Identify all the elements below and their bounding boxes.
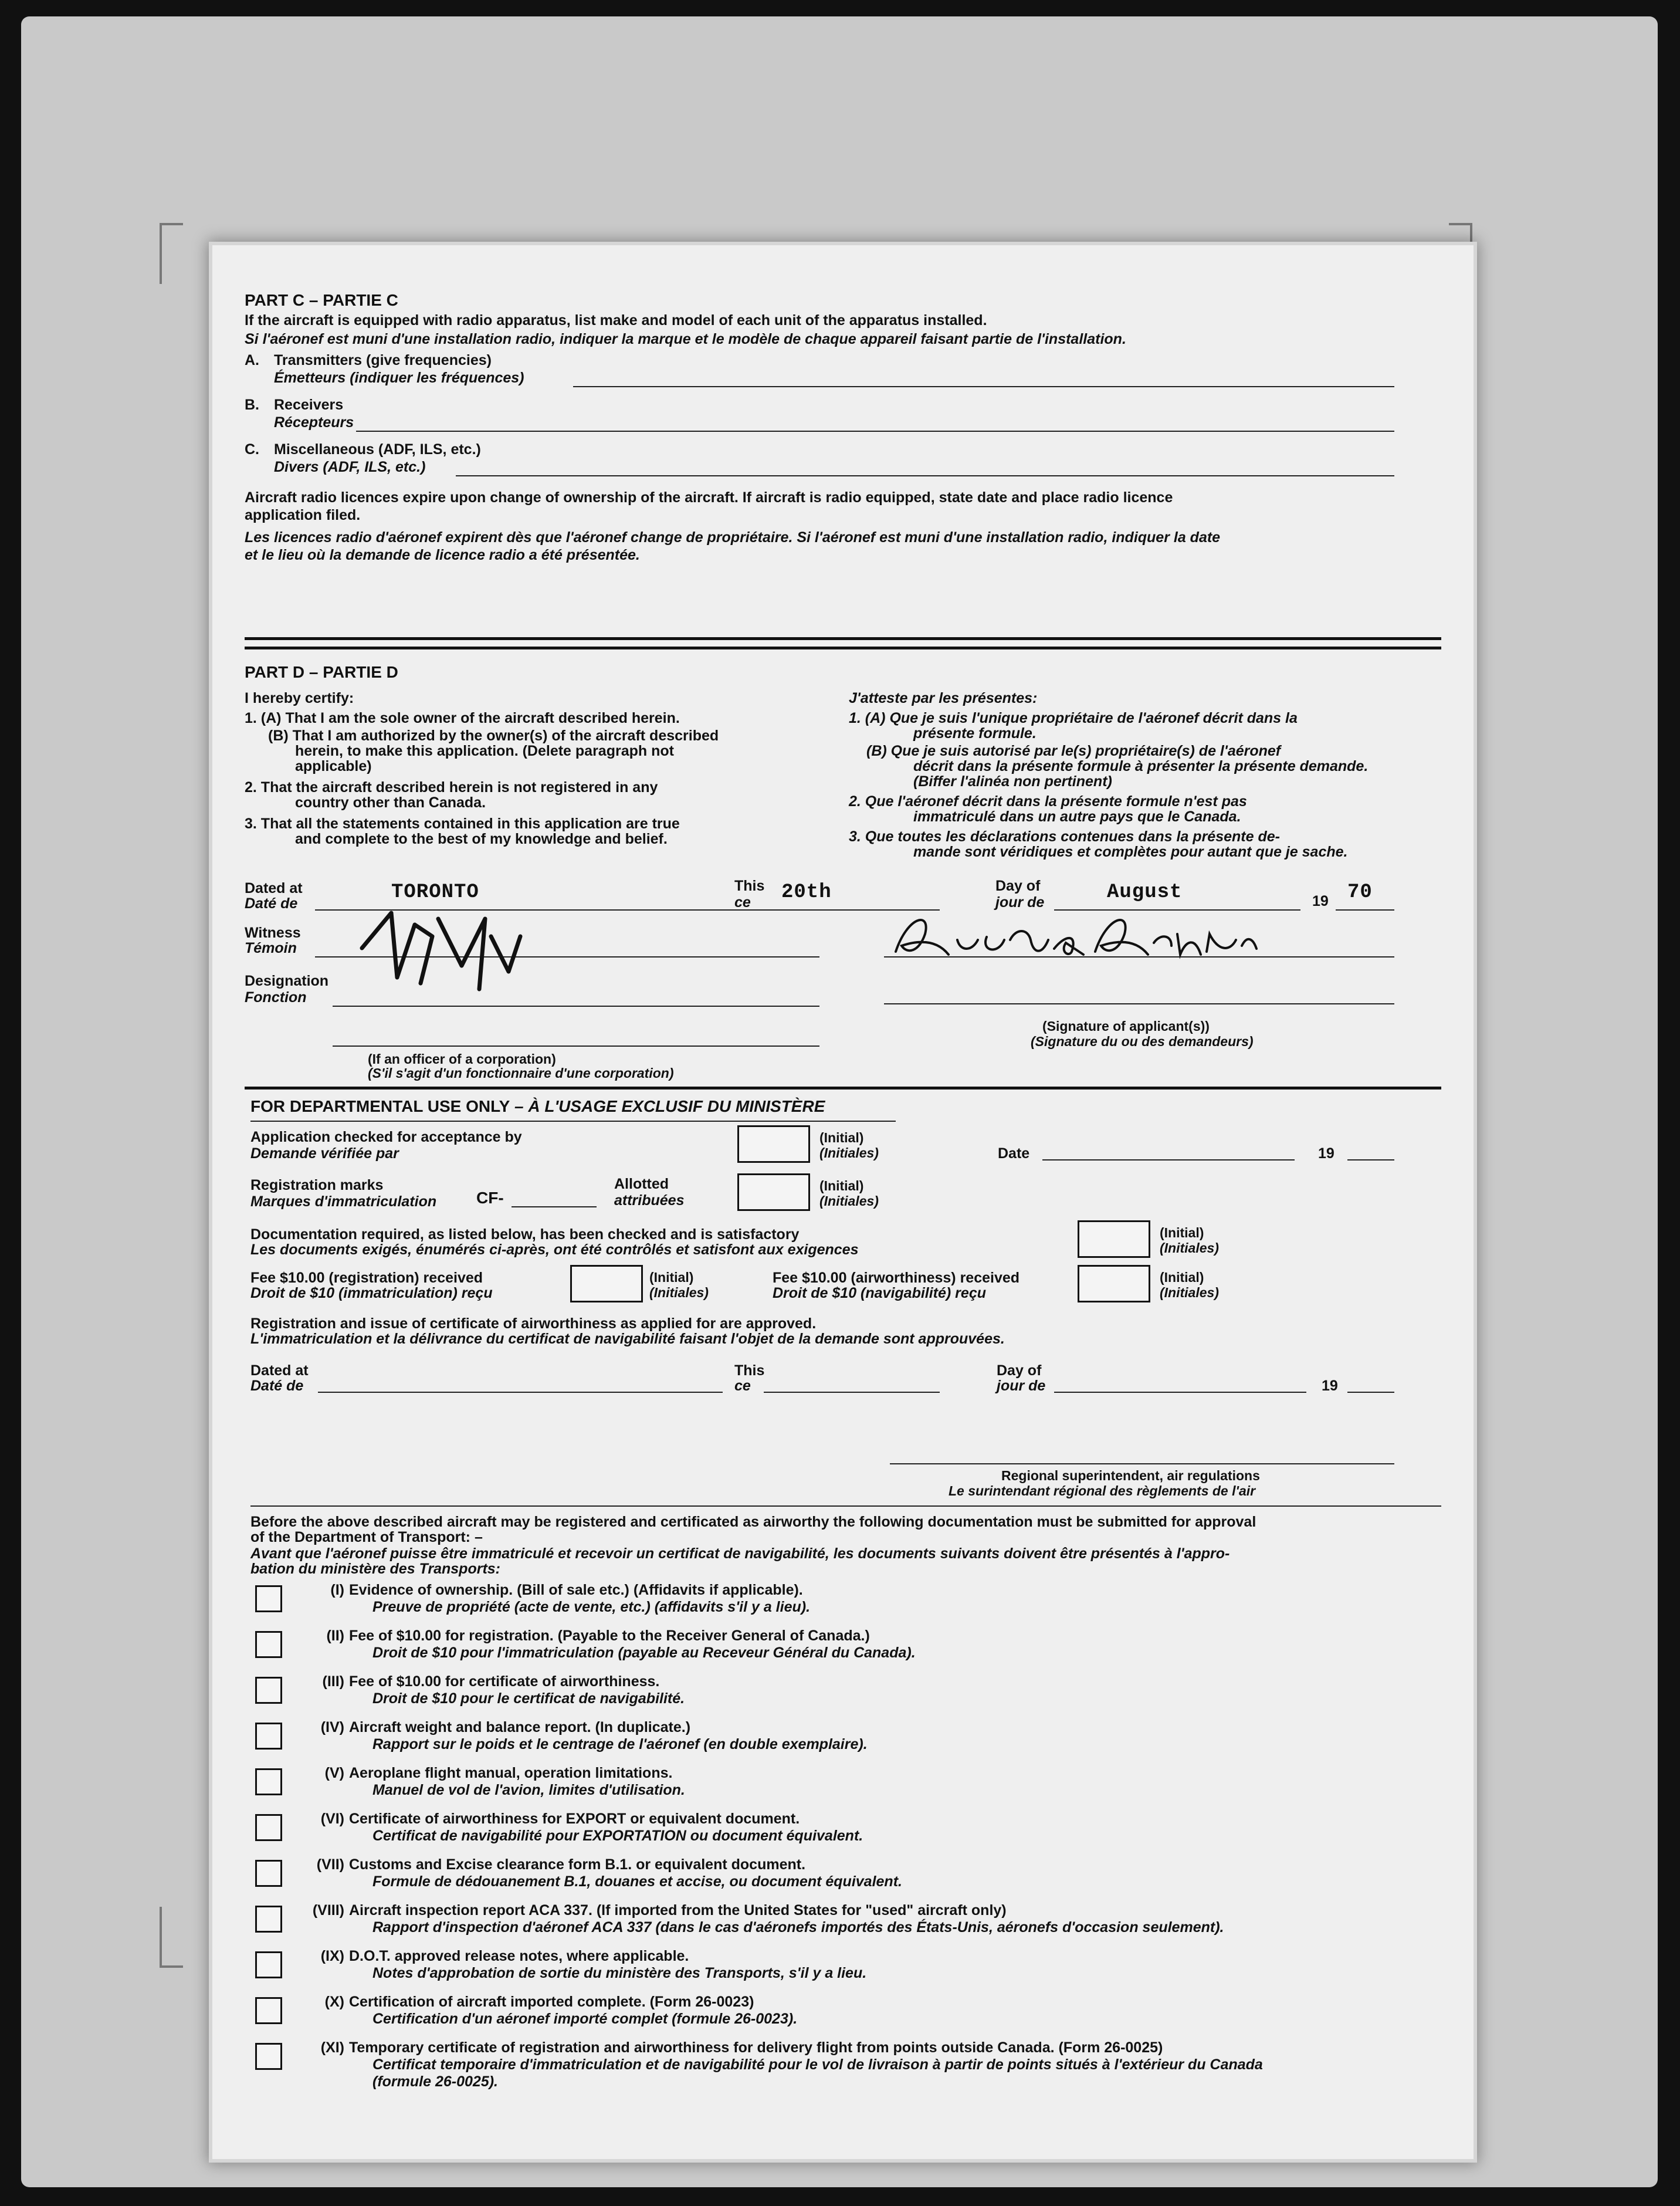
requirement-fr: Droit de $10 pour le certificat de navigabilité. (372, 1690, 685, 1707)
dept-year-line-2[interactable] (1347, 1392, 1394, 1393)
licence-note-fr-2: et le lieu où la demande de licence radio a été présentée. (245, 547, 640, 563)
dept-day-of-en: Day of (997, 1362, 1042, 1379)
requirement-number: (XI) (320, 2039, 344, 2056)
requirement-fr: Certificat temporaire d'immatriculation et de navigabilité pour le vol de livraison à partir de points situés à l'extérieur du Canada (372, 2056, 1263, 2073)
superintendent-en: Regional superintendent, air regulations (1001, 1468, 1260, 1483)
requirement-number: (VIII) (312, 1902, 344, 1919)
docs-initial-fr: (Initiales) (1160, 1240, 1219, 1256)
part-d-heading: PART D – PARTIE D (245, 663, 398, 681)
dept-this-en: This (734, 1362, 765, 1379)
reg-prefix: CF- (476, 1189, 504, 1207)
requirement-checkbox[interactable] (255, 1677, 282, 1704)
licence-note-en-2: application filed. (245, 507, 361, 523)
this-fr: ce (734, 894, 751, 911)
req-intro-en-2: of the Department of Transport: – (250, 1529, 483, 1545)
req-intro-fr-1: Avant que l'aéronef puisse être immatriculé et recevoir un certificat de navigabilité, les documents suivants doivent être présentés à l'appro- (250, 1545, 1230, 1562)
requirement-fr: Certificat de navigabilité pour EXPORTATION ou document équivalent. (372, 1828, 863, 1844)
form-sheet (212, 245, 1474, 2159)
approved-fr: L'immatriculation et la délivrance du certificat de navigabilité faisant l'objet de la demande sont approuvées. (250, 1331, 1005, 1347)
part-d-divider (245, 1087, 1441, 1090)
requirement-checkbox[interactable] (255, 1997, 282, 2024)
fee-reg-en: Fee $10.00 (registration) received (250, 1270, 483, 1286)
item-b-letter: B. (245, 397, 259, 413)
requirement-en: Temporary certificate of registration and airworthiness for delivery flight from points outside Canada. (Form 26-0025) (349, 2039, 1163, 2056)
dept-dated-at-en: Dated at (250, 1362, 309, 1379)
signature-caption-en: (Signature of applicant(s)) (1042, 1019, 1210, 1034)
requirement-checkbox[interactable] (255, 1860, 282, 1887)
requirement-en: Aeroplane flight manual, operation limitations. (349, 1765, 673, 1781)
crop-mark-top-left (160, 223, 183, 284)
requirement-en: Aircraft weight and balance report. (In duplicate.) (349, 1719, 691, 1735)
requirement-fr: Formule de dédouanement B.1, douanes et accise, ou document équivalent. (372, 1873, 902, 1890)
cert-fr-8: 3. Que toutes les déclarations contenues dans la présente de- (849, 828, 1280, 845)
docs-en: Documentation required, as listed below, has been checked and is satisfactory (250, 1226, 800, 1243)
crop-mark-bottom-left (160, 1907, 183, 1968)
allotted-initial-box[interactable] (737, 1173, 810, 1211)
fee-air-initial-en: (Initial) (1160, 1270, 1204, 1285)
requirement-en: Fee of $10.00 for certificate of airworthiness. (349, 1673, 660, 1690)
cert-fr-3: (B) Que je suis autorisé par le(s) propriétaire(s) de l'aéronef (866, 743, 1281, 759)
day-of-fr: jour de (995, 894, 1045, 911)
requirement-fr: Certification d'un aéronef importé complet (formule 26-0023). (372, 2011, 798, 2027)
checked-fr: Demande vérifiée par (250, 1145, 399, 1162)
fee-reg-initial-fr: (Initiales) (649, 1285, 709, 1300)
fee-air-en: Fee $10.00 (airworthiness) received (773, 1270, 1020, 1286)
part-c-divider-2 (245, 647, 1441, 649)
dept-dated-at-line[interactable] (318, 1392, 723, 1393)
day-of-value[interactable]: August (1107, 881, 1183, 904)
fee-reg-initial-en: (Initial) (649, 1270, 694, 1285)
requirement-en: Customs and Excise clearance form B.1. or equivalent document. (349, 1856, 806, 1873)
date-label: Date (998, 1145, 1030, 1162)
cert-en-6: country other than Canada. (295, 794, 486, 811)
requirement-checkbox[interactable] (255, 1951, 282, 1978)
fee-air-fr: Droit de $10 (navigabilité) reçu (773, 1285, 986, 1301)
requirement-number: (V) (324, 1765, 344, 1781)
officer-caption-en: (If an officer of a corporation) (368, 1051, 556, 1067)
fee-reg-initial-box[interactable] (570, 1265, 643, 1302)
checked-initial-fr: (Initiales) (819, 1145, 879, 1160)
checked-en: Application checked for acceptance by (250, 1129, 522, 1145)
cert-en-7: 3. That all the statements contained in this application are true (245, 816, 680, 832)
reg-marks-fr: Marques d'immatriculation (250, 1193, 437, 1210)
part-c-intro-fr: Si l'aéronef est muni d'une installation radio, indiquer la marque et le modèle de chaque appareil faisant partie de l'installation. (245, 331, 1126, 347)
designation-line[interactable] (333, 1006, 819, 1007)
cert-fr-7: immatriculé dans un autre pays que le Canada. (913, 808, 1241, 825)
fee-reg-fr: Droit de $10 (immatriculation) reçu (250, 1285, 493, 1301)
miscellaneous-field[interactable] (456, 475, 1394, 476)
requirement-number: (X) (324, 1994, 344, 2010)
dept-heading-en: FOR DEPARTMENTAL USE ONLY (250, 1097, 510, 1115)
cert-en-2: (B) That I am authorized by the owner(s) of the aircraft described (268, 728, 719, 744)
requirement-checkbox[interactable] (255, 1768, 282, 1795)
reg-marks-en: Registration marks (250, 1177, 384, 1193)
licence-note-en-1: Aircraft radio licences expire upon change of ownership of the aircraft. If aircraft is radio equipped, state date and place radio licence (245, 489, 1173, 506)
requirement-number: (I) (330, 1582, 344, 1598)
requirement-fr: Rapport d'inspection d'aéronef ACA 337 (dans le cas d'aéronefs importés des États-Unis, aéronefs d'occasion seulement). (372, 1919, 1224, 1936)
requirement-number: (III) (322, 1673, 344, 1690)
dept-this-line[interactable] (764, 1392, 940, 1393)
cert-fr-6: 2. Que l'aéronef décrit dans la présente formule n'est pas (849, 793, 1247, 810)
cert-fr-5: (Biffer l'alinéa non pertinent) (913, 773, 1112, 790)
requirement-en: Certificate of airworthiness for EXPORT or equivalent document. (349, 1811, 800, 1827)
requirement-en: D.O.T. approved release notes, where applicable. (349, 1948, 689, 1964)
requirement-fr: Preuve de propriété (acte de vente, etc.) (affidavits s'il y a lieu). (372, 1599, 811, 1615)
checked-initial-box[interactable] (737, 1125, 810, 1163)
requirement-fr: Droit de $10 pour l'immatriculation (payable au Receveur Général du Canada). (372, 1645, 916, 1661)
this-en: This (734, 878, 765, 894)
requirement-number: (IX) (320, 1948, 344, 1964)
designation-fr: Fonction (245, 989, 307, 1006)
year-line (1336, 909, 1394, 911)
requirement-fr: Manuel de vol de l'avion, limites d'utilisation. (372, 1782, 685, 1798)
receivers-field[interactable] (356, 431, 1394, 432)
dept-day-of-line[interactable] (1054, 1392, 1306, 1393)
reg-marks-line[interactable] (512, 1206, 597, 1207)
cert-en-4: applicable) (295, 758, 372, 774)
dept-date-line[interactable] (1042, 1159, 1295, 1160)
part-c-heading: PART C – PARTIE C (245, 291, 398, 309)
dated-at-en: Dated at (245, 880, 303, 896)
requirement-number: (VII) (316, 1856, 344, 1873)
requirement-fr: Rapport sur le poids et le centrage de l'aéronef (en double exemplaire). (372, 1736, 868, 1752)
designation-en: Designation (245, 973, 329, 989)
allotted-initial-fr: (Initiales) (819, 1193, 879, 1209)
cert-en-5: 2. That the aircraft described herein is not registered in any (245, 779, 658, 796)
this-value[interactable]: 20th (781, 881, 832, 904)
dept-year-line[interactable] (1347, 1159, 1394, 1160)
transmitters-field[interactable] (573, 386, 1394, 387)
requirement-checkbox[interactable] (255, 1906, 282, 1933)
officer-caption-fr: (S'il s'agit d'un fonctionnaire d'une corporation) (368, 1065, 674, 1081)
year-prefix: 19 (1312, 893, 1329, 909)
part-c-intro-en: If the aircraft is equipped with radio apparatus, list make and model of each unit of the apparatus installed. (245, 312, 987, 329)
requirement-number: (IV) (320, 1719, 344, 1735)
part-c-divider-1 (245, 637, 1441, 640)
cert-en-1: 1. (A) That I am the sole owner of the aircraft described herein. (245, 710, 680, 726)
dept-bottom-rule (250, 1505, 1441, 1507)
item-a-letter: A. (245, 352, 259, 368)
approved-en: Registration and issue of certificate of airworthiness as applied for are approved. (250, 1315, 817, 1332)
dept-heading-rule (250, 1121, 896, 1122)
cert-fr-1: 1. (A) Que je suis l'unique propriétaire de l'aéronef décrit dans la (849, 710, 1298, 726)
requirement-en: Evidence of ownership. (Bill of sale etc.) (Affidavits if applicable). (349, 1582, 803, 1598)
requirement-en: Certification of aircraft imported complete. (Form 26-0023) (349, 1994, 754, 2010)
certify-fr: J'atteste par les présentes: (849, 690, 1038, 706)
day-of-en: Day of (995, 878, 1041, 894)
dept-heading-fr: – À L'USAGE EXCLUSIF DU MINISTÈRE (514, 1097, 825, 1115)
requirement-checkbox[interactable] (255, 1631, 282, 1658)
requirement-number: (VI) (320, 1811, 344, 1827)
item-c-letter: C. (245, 441, 259, 458)
dept-year-prefix-2: 19 (1322, 1378, 1338, 1394)
applicant-signature-line-2[interactable] (884, 1003, 1394, 1004)
allotted-initial-en: (Initial) (819, 1178, 864, 1193)
cert-fr-4: décrit dans la présente formule à présenter la présente demande. (913, 758, 1369, 774)
requirement-checkbox[interactable] (255, 1723, 282, 1750)
year-value[interactable]: 70 (1347, 881, 1373, 904)
witness-fr: Témoin (245, 940, 297, 956)
applicant-signature-line[interactable] (884, 956, 1394, 957)
dept-day-of-fr: jour de (997, 1378, 1046, 1394)
cert-fr-2: présente formule. (913, 725, 1037, 742)
allotted-fr: attribuées (614, 1192, 685, 1209)
cert-en-3: herein, to make this application. (Delete paragraph not (295, 743, 674, 759)
signature-caption-fr: (Signature du ou des demandeurs) (1031, 1034, 1254, 1049)
item-a-en: Transmitters (give frequencies) (274, 352, 492, 368)
requirement-checkbox[interactable] (255, 2043, 282, 2070)
dept-year-prefix: 19 (1318, 1145, 1334, 1162)
applicant-signature (884, 899, 1259, 969)
cert-en-8: and complete to the best of my knowledge and belief. (295, 831, 668, 847)
requirement-fr-continued: (formule 26-0025). (372, 2073, 498, 2090)
witness-en: Witness (245, 925, 301, 941)
cert-fr-9: mande sont véridiques et complètes pour autant que je sache. (913, 844, 1348, 860)
item-c-en: Miscellaneous (ADF, ILS, etc.) (274, 441, 481, 458)
requirement-en: Fee of $10.00 for registration. (Payable to the Receiver General of Canada.) (349, 1628, 870, 1644)
dated-at-fr: Daté de (245, 895, 298, 912)
fee-air-initial-box[interactable] (1078, 1265, 1150, 1302)
superintendent-signature-line[interactable] (890, 1463, 1394, 1464)
licence-note-fr-1: Les licences radio d'aéronef expirent dès que l'aéronef change de propriétaire. Si l'aéronef est muni d'une installation radio, indiquer la date (245, 529, 1221, 546)
allotted-en: Allotted (614, 1176, 669, 1192)
fee-air-initial-fr: (Initiales) (1160, 1285, 1219, 1300)
item-a-fr: Émetteurs (indiquer les fréquences) (274, 370, 524, 386)
req-intro-en-1: Before the above described aircraft may be registered and certificated as airworthy the following documentation must be submitted for approval (250, 1514, 1256, 1530)
item-c-fr: Divers (ADF, ILS, etc.) (274, 459, 426, 475)
witness-signature (350, 901, 526, 995)
requirement-number: (II) (326, 1628, 344, 1644)
requirement-en: Aircraft inspection report ACA 337. (If imported from the United States for "used" aircraft only) (349, 1902, 1007, 1919)
checked-initial-en: (Initial) (819, 1130, 864, 1145)
dated-at-value[interactable]: TORONTO (391, 881, 479, 904)
docs-initial-box[interactable] (1078, 1220, 1150, 1258)
dept-this-fr: ce (734, 1378, 751, 1394)
superintendent-fr: Le surintendant régional des règlements de l'air (949, 1483, 1256, 1498)
certify-en: I hereby certify: (245, 690, 354, 706)
designation-line-2[interactable] (333, 1046, 819, 1047)
requirement-checkbox[interactable] (255, 1814, 282, 1841)
requirement-checkbox[interactable] (255, 1585, 282, 1612)
dept-dated-at-fr: Daté de (250, 1378, 304, 1394)
req-intro-fr-2: bation du ministère des Transports: (250, 1561, 501, 1577)
requirement-fr: Notes d'approbation de sortie du ministère des Transports, s'il y a lieu. (372, 1965, 867, 1981)
docs-initial-en: (Initial) (1160, 1225, 1204, 1240)
item-b-fr: Récepteurs (274, 414, 354, 431)
item-b-en: Receivers (274, 397, 344, 413)
docs-fr: Les documents exigés, énumérés ci-après, ont été contrôlés et satisfont aux exigences (250, 1241, 859, 1258)
